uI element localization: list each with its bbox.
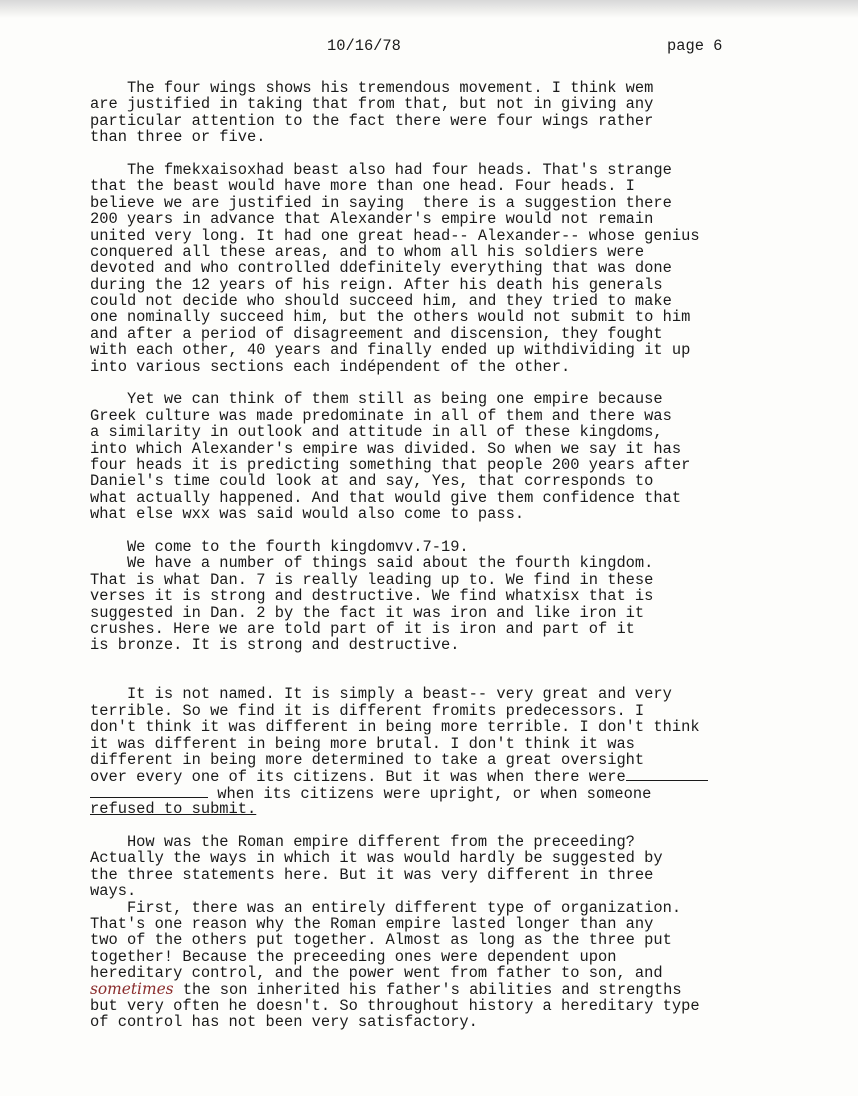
text-line: We have a number of things said about the fourth kingdom.: [90, 554, 654, 573]
text-line: hereditary control, and the power went from father to son, and: [90, 964, 663, 983]
text-line: united very long. It had one great head-- Alexander-- whose genius: [90, 226, 700, 245]
text-line: is bronze. It is strong and destructive.: [90, 636, 460, 655]
text-line: a similarity in outlook and attitude in all of these kingdoms,: [90, 423, 663, 442]
text-line: verses it is strong and destructive. We find whatxisx that is: [90, 587, 654, 606]
text-line: That's one reason why the Roman empire lasted longer than any: [90, 914, 654, 933]
text-line: into various sections each indépendent of the other.: [90, 357, 571, 376]
text-segment: over every one of its citizens. But it was when there were: [90, 768, 626, 787]
text-line: How was the Roman empire different from the preceeding?: [90, 832, 635, 851]
text-line: four heads it is predicting something that people 200 years after: [90, 455, 691, 474]
text-line: The four wings shows his tremendous movement. I think wem: [90, 79, 654, 97]
text-line: [90, 768, 790, 787]
blank-underline: [626, 768, 708, 781]
text-segment: the son inherited his father's abilities and strengths: [173, 981, 682, 1000]
text-line: what else wxx was said would also come to pass.: [90, 505, 525, 524]
text-line: Daniel's time could look at and say, Yes, that corresponds to: [90, 472, 654, 491]
text-line: The fmekxaisoxhad beast also had four heads. That's strange: [90, 160, 672, 179]
text-line: into which Alexander's empire was divided. So when we say it has: [90, 439, 682, 458]
text-line: it was different in being more brutal. I don't think it was: [90, 734, 635, 753]
text-line: the three statements here. But it was very different in three: [90, 865, 654, 884]
text-line: Greek culture was made predominate in all of them and there was: [90, 406, 672, 425]
text-line: terrible. So we find it is different fromits predecessors. I: [90, 701, 645, 720]
page-header: [0, 38, 858, 58]
text-line: devoted and who controlled ddefinitely everything that was done: [90, 259, 672, 278]
document-body: [90, 80, 790, 1047]
text-segment: when its citizens were upright, or when someone: [208, 784, 652, 803]
paragraph-four-wings: [90, 80, 790, 146]
text-line: 200 years in advance that Alexander's empire would not remain: [90, 210, 654, 229]
text-line: one nominally succeed him, but the others would not submit to him: [90, 308, 691, 327]
text-line: different in being more determined to take a great oversight: [90, 751, 645, 770]
text-line: but very often he doesn't. So throughout history a hereditary type: [90, 996, 700, 1015]
text-line: suggested in Dan. 2 by the fact it was iron and like iron it: [90, 603, 645, 622]
text-line: Yet we can think of them still as being one empire because: [90, 390, 663, 409]
text-line: could not decide who should succeed him, and they tried to make: [90, 292, 672, 311]
text-line: [90, 801, 790, 817]
paragraph-not-named: [90, 686, 790, 817]
blank-underline: [90, 785, 208, 798]
paragraph-greek-culture: [90, 391, 790, 522]
text-line: believe we are justified in saying there is a suggestion there: [90, 193, 672, 212]
handwritten-annotation: sometimes: [90, 980, 174, 999]
text-line: conquered all these areas, and to whom all his soldiers were: [90, 242, 645, 261]
text-line: don't think it was different in being more terrible. I don't think: [90, 718, 700, 737]
text-line: We come to the fourth kingdomvv.7-19.: [90, 537, 469, 556]
text-line: and after a period of disagreement and discension, they fought: [90, 324, 663, 343]
paragraph-roman-empire: [90, 834, 790, 1031]
text-line: two of the others put together. Almost as long as the three put: [90, 931, 672, 950]
page-number: page 6: [667, 37, 723, 55]
text-line: than three or five.: [90, 128, 266, 147]
text-line: are justified in taking that from that, but not in giving any: [90, 95, 654, 114]
text-line: It is not named. It is simply a beast-- very great and very: [90, 685, 672, 704]
text-line: [90, 980, 790, 1000]
document-date: 10/16/78: [327, 37, 401, 55]
text-line: what actually happened. And that would give them confidence that: [90, 488, 682, 507]
text-line: during the 12 years of his reign. After his death his generals: [90, 275, 663, 294]
text-line: together! Because the preceeding ones were dependent upon: [90, 947, 617, 966]
scan-shadow: [0, 0, 858, 18]
text-line: that the beast would have more than one head. Four heads. I: [90, 177, 635, 196]
text-line: That is what Dan. 7 is really leading up to. We find in these: [90, 570, 654, 589]
text-line: [90, 785, 790, 801]
text-line: crushes. Here we are told part of it is iron and part of it: [90, 619, 635, 638]
text-line: ways.: [90, 882, 137, 901]
paragraph-four-heads: [90, 162, 790, 375]
paragraph-fourth-kingdom: [90, 539, 790, 654]
text-line: with each other, 40 years and finally ended up withdividing it up: [90, 341, 691, 360]
text-line: of control has not been very satisfactory.: [90, 1013, 478, 1032]
text-line: particular attention to the fact there were four wings rather: [90, 111, 654, 130]
text-segment: refused to submit.: [90, 800, 257, 819]
text-line: Actually the ways in which it was would hardly be suggested by: [90, 849, 663, 868]
text-line: First, there was an entirely different type of organization.: [90, 898, 682, 917]
